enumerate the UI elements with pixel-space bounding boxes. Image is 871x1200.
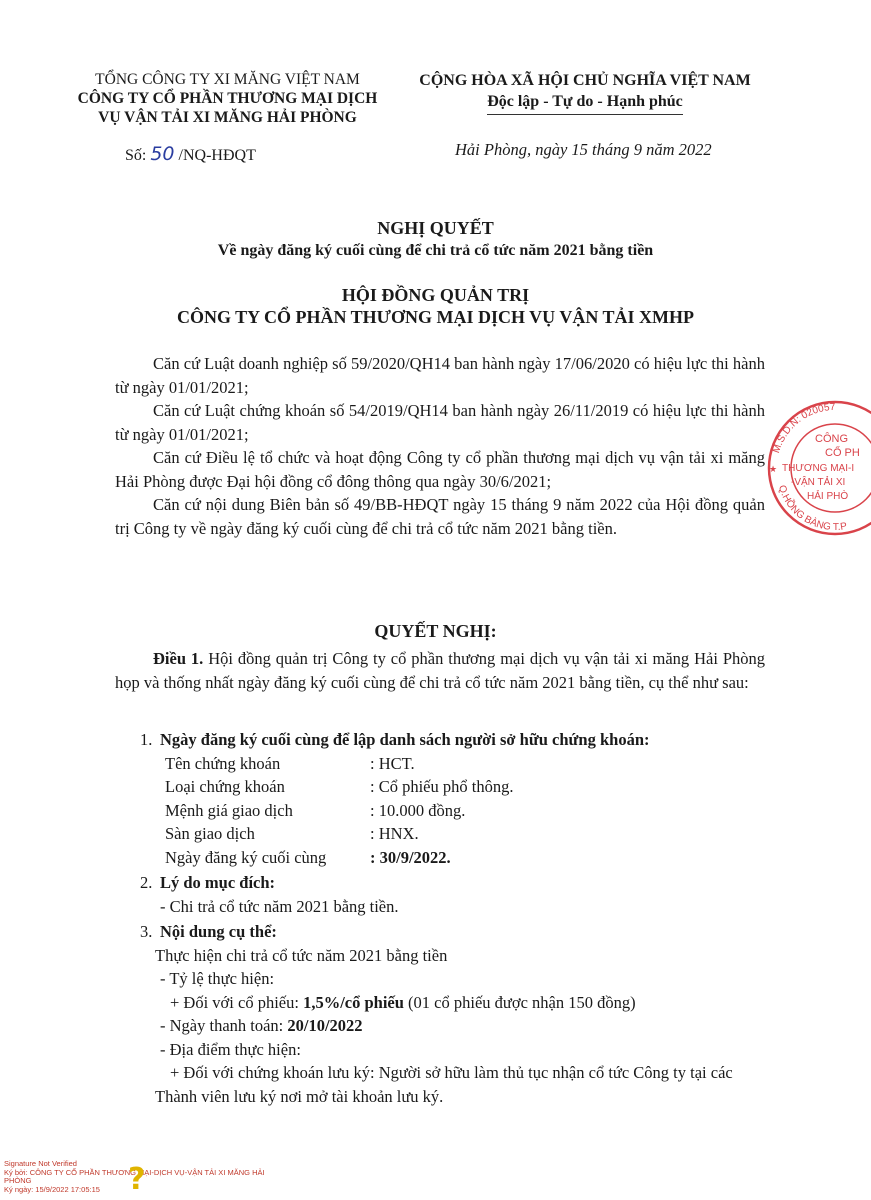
signature-date: Ký ngày: 15/9/2022 17:05:15	[4, 1184, 100, 1194]
detail-key: Tên chứng khoán	[165, 753, 281, 773]
item-1-number: 1.	[140, 730, 153, 749]
item-2-heading	[115, 871, 775, 895]
national-header	[400, 70, 770, 115]
article-1-label: Điều 1.	[153, 649, 204, 668]
company-seal-icon	[755, 398, 871, 538]
svg-text:★: ★	[769, 465, 778, 475]
signature-unverified-icon: ?	[128, 1162, 146, 1197]
payment-label: - Ngày thanh toán:	[160, 1016, 288, 1035]
legal-bases	[115, 352, 765, 540]
signature-signer: Ký bởi: CÔNG TY CỔ PHẦN THƯƠNG MẠI-DỊCH VỤ-VẬN TẢI XI MĂNG HẢI	[4, 1167, 265, 1177]
parent-organization: TỔNG CÔNG TY XI MĂNG VIỆT NAM	[95, 71, 360, 88]
issuer-header	[60, 70, 395, 127]
detail-key: Sàn giao dịch	[165, 824, 255, 843]
article-1	[115, 647, 765, 694]
rate-prefix: + Đối với cổ phiếu:	[170, 992, 304, 1012]
seal-line: THƯƠNG MẠI-I	[782, 463, 855, 474]
item-1-title: Ngày đăng ký cuối cùng để lập danh sách người sở hữu chứng khoán:	[160, 730, 650, 749]
item-1-heading	[115, 728, 775, 752]
detail-row	[165, 752, 775, 776]
rate-line	[170, 991, 775, 1015]
item-2-title: Lý do mục đích:	[160, 873, 276, 892]
seal-bottom-text: Q.HỒNG BÀNG T.P	[775, 483, 848, 534]
detail-row	[165, 846, 775, 870]
detail-value: : 10.000 đồng.	[370, 800, 466, 820]
seal-line: -VẬN TẢI XI	[791, 477, 846, 488]
nation-name: CỘNG HÒA XÃ HỘI CHỦ NGHĨA VIỆT NAM	[419, 72, 751, 89]
handwritten-number: 50	[150, 143, 175, 165]
signature-signer-cont: PHÒNG	[4, 1176, 32, 1185]
national-motto: Độc lập - Tự do - Hạnh phúc	[487, 91, 683, 115]
rate-label: - Tỷ lệ thực hiện:	[160, 969, 275, 988]
detail-row	[165, 822, 775, 846]
detail-value: : Cổ phiếu phổ thông.	[370, 777, 514, 796]
detail-key: Loại chứng khoán	[165, 777, 285, 796]
issuing-body	[0, 284, 871, 328]
basis-paragraph: Căn cứ Luật chứng khoán số 54/2019/QH14 ban hành ngày 26/11/2019 có hiệu lực thi hành từ ngày 01/01/2021;	[115, 401, 765, 444]
rate-note: (01 cổ phiếu được nhận 150 đồng)	[403, 992, 636, 1012]
detail-key: Ngày đăng ký cuối cùng	[165, 847, 327, 867]
basis-paragraph: Căn cứ Điều lệ tổ chức và hoạt động Công ty cổ phần thương mại dịch vụ vận tải xi măng Hải Phòng được Đại hội đồng cổ đông thông qua ngày 30/6/2021;	[115, 448, 765, 491]
detail-row	[165, 775, 775, 799]
document-subject: Về ngày đăng ký cuối cùng để chi trả cổ tức năm 2021 bằng tiền	[217, 242, 654, 259]
item-3-intro: Thực hiện chi trả cổ tức năm 2021 bằng tiền	[155, 945, 448, 965]
seal-line: CỔ PH	[825, 447, 860, 459]
rate-value: 1,5%/cổ phiếu	[303, 992, 404, 1012]
detail-value: : HNX.	[370, 824, 419, 843]
issue-date: Hải Phòng, ngày 15 tháng 9 năm 2022	[455, 140, 712, 159]
resolution-heading: QUYẾT NGHỊ:	[374, 621, 497, 641]
detail-row	[165, 799, 775, 823]
organization-line-2: VỤ VẬN TẢI XI MĂNG HẢI PHÒNG	[98, 109, 357, 126]
number-suffix: /NQ-HĐQT	[178, 147, 256, 164]
resolution-items	[115, 728, 775, 1108]
seal-tax-code: M.S.D.N: 020057	[771, 401, 836, 455]
basis-paragraph: Căn cứ Luật doanh nghiệp số 59/2020/QH14 ban hành ngày 17/06/2020 có hiệu lực thi hành từ ngày 01/01/2021;	[115, 354, 765, 397]
payment-line	[160, 1014, 775, 1038]
detail-value: : HCT.	[370, 753, 415, 773]
issuer-line-1: HỘI ĐỒNG QUẢN TRỊ	[341, 285, 530, 305]
seal-line: CÔNG	[815, 433, 848, 445]
item-3-heading	[115, 920, 775, 944]
organization-line-1: CÔNG TY CỔ PHẦN THƯƠNG MẠI DỊCH	[77, 90, 378, 107]
seal-line: HẢI PHÒ	[807, 491, 849, 502]
detail-key: Mệnh giá giao dịch	[165, 800, 293, 820]
item-2-text: - Chi trả cổ tức năm 2021 bằng tiền.	[160, 896, 399, 916]
place-label: - Địa điểm thực hiện:	[160, 1039, 301, 1059]
basis-paragraph: Căn cứ nội dung Biên bản số 49/BB-HĐQT ngày 15 tháng 9 năm 2022 của Hội đồng quản trị Công ty về ngày đăng ký cuối cùng để chi trả cổ tức năm 2021 bằng tiền.	[115, 495, 765, 538]
item-2-number: 2.	[140, 873, 153, 892]
payment-date: 20/10/2022	[287, 1016, 363, 1035]
item-3-number: 3.	[140, 922, 153, 941]
signature-status: Signature Not Verified	[4, 1159, 77, 1168]
item-3-title: Nội dung cụ thể:	[160, 922, 277, 941]
issuer-line-2: CÔNG TY CỔ PHẦN THƯƠNG MẠI DỊCH VỤ VẬN TẢI XMHP	[176, 307, 695, 327]
document-type: NGHỊ QUYẾT	[377, 218, 494, 238]
place-text: + Đối với chứng khoán lưu ký: Người sở hữu làm thủ tục nhận cổ tức Công ty tại các Thành viên lưu ký nơi mở tài khoản lưu ký.	[155, 1063, 733, 1106]
article-1-text: Hội đồng quản trị Công ty cổ phần thương mại dịch vụ vận tải xi măng Hải Phòng họp và thống nhất ngày đăng ký cuối cùng để chi trả cổ tức năm 2021 bằng tiền, cụ thể như sau:	[115, 649, 766, 692]
number-label: Số:	[125, 147, 147, 164]
document-number	[125, 143, 256, 165]
record-date-value: : 30/9/2022.	[370, 847, 451, 867]
